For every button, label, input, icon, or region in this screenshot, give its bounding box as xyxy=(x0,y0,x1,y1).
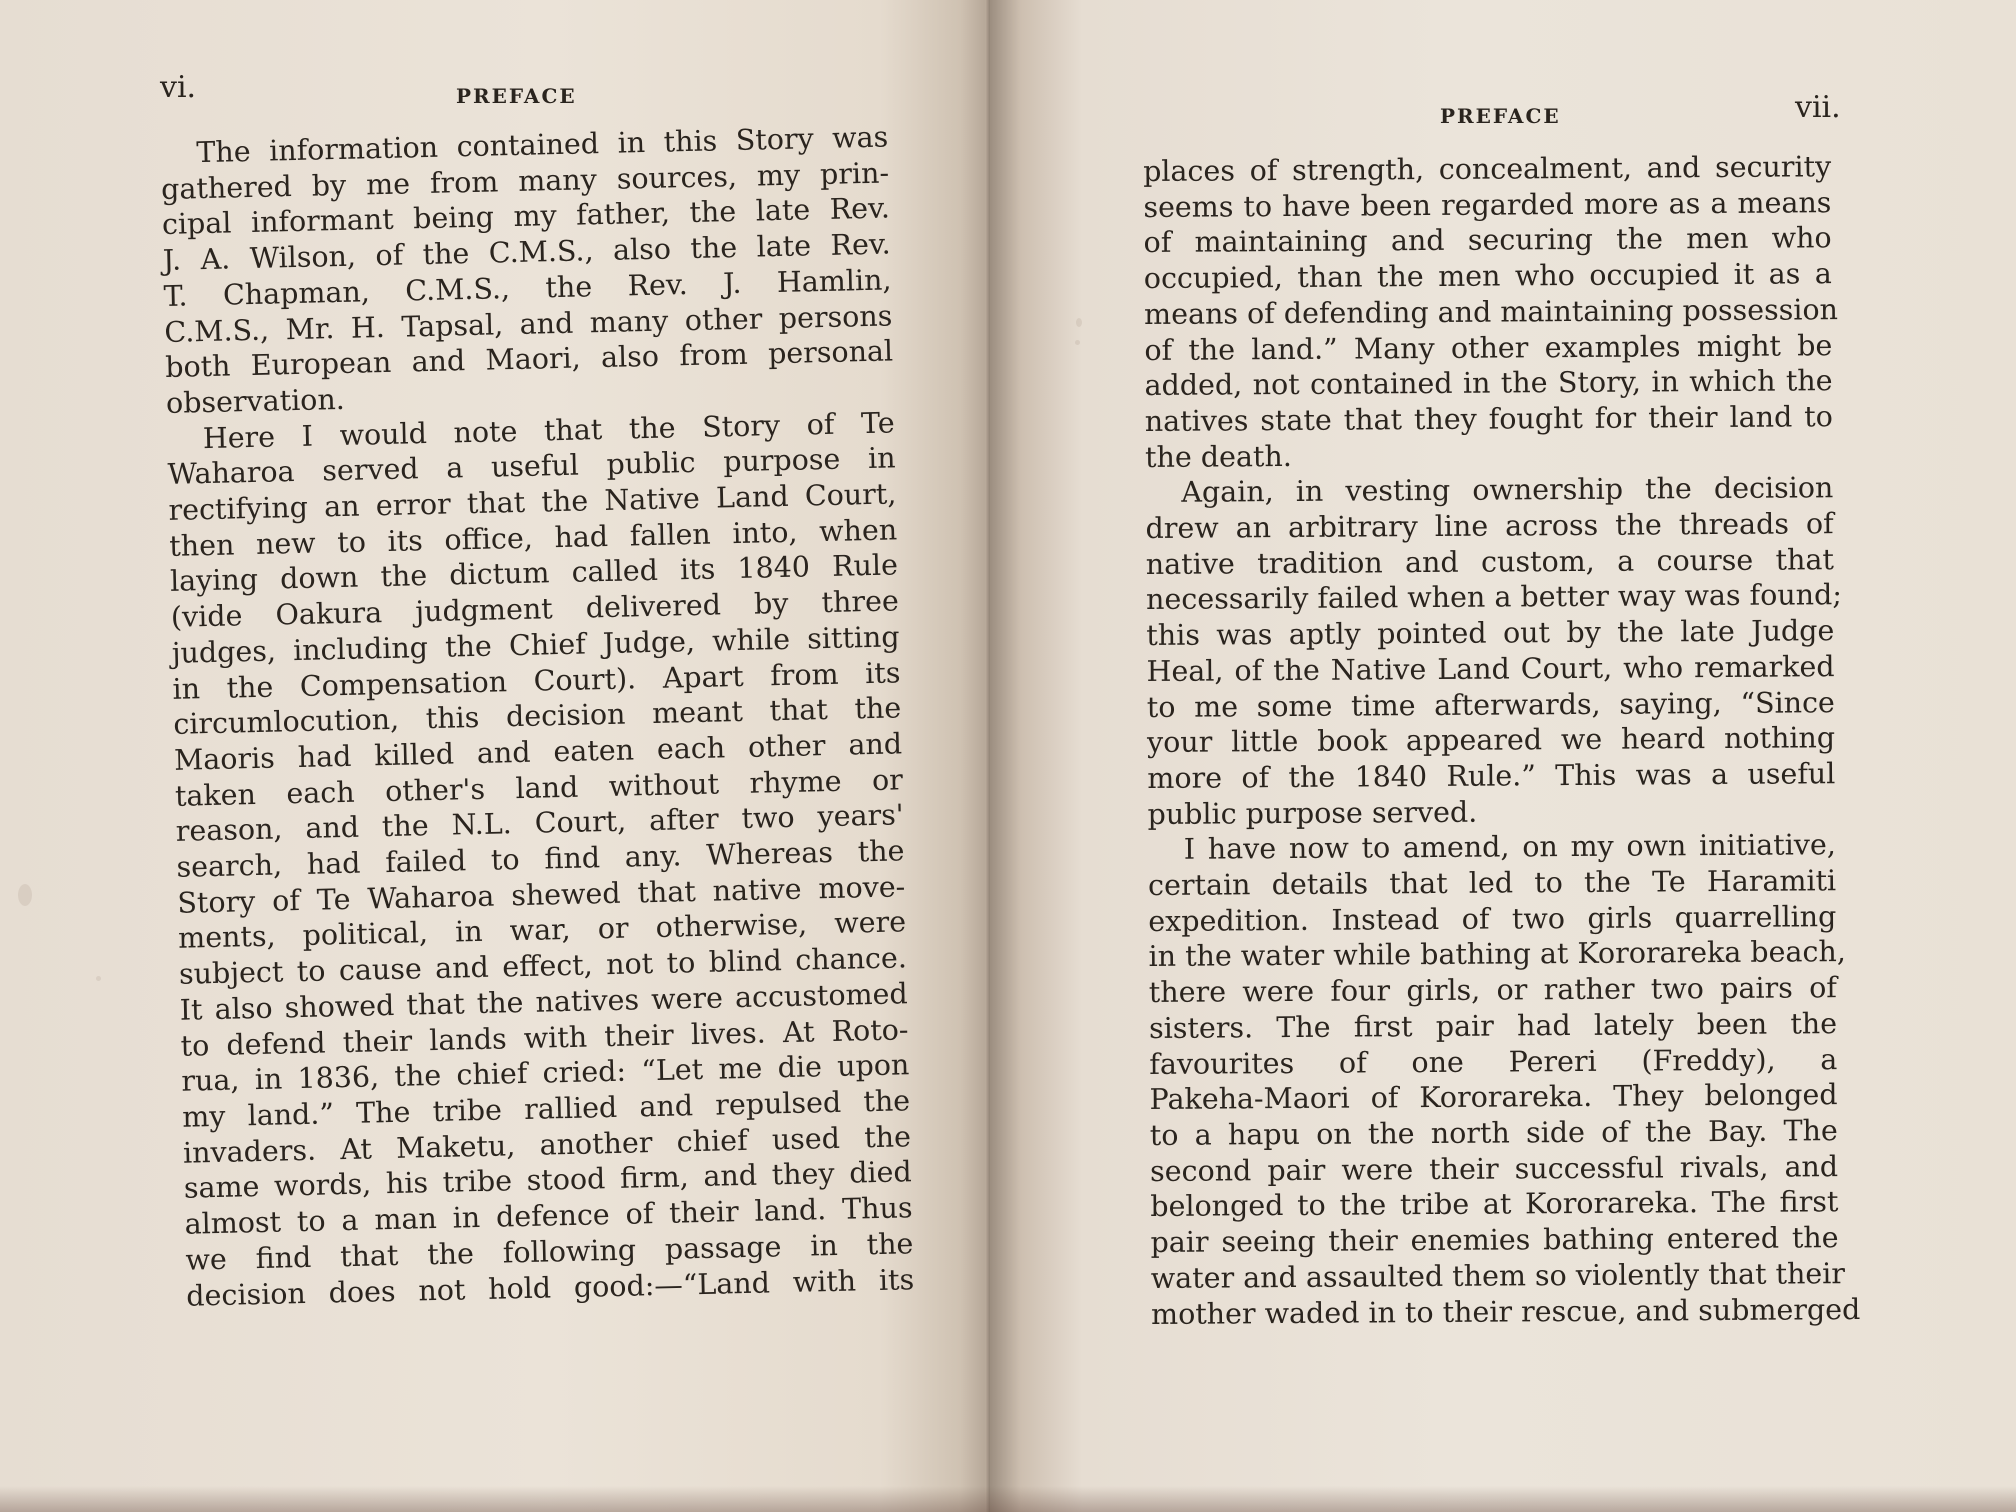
text-line: drew an arbitrary line across the threads of xyxy=(1145,507,1834,546)
text-line: Heal, of the Native Land Court, who remarked xyxy=(1146,650,1835,688)
text-line: J. A. Wilson, of the C.M.S., also the late Rev. xyxy=(162,227,892,278)
left-page xyxy=(0,0,1000,1512)
paper-blemish xyxy=(1075,340,1080,345)
text-line: sisters. The first pair had lately been the xyxy=(1148,1007,1838,1045)
text-line: we find that the following passage in the xyxy=(185,1226,914,1277)
text-line: to a hapu on the north side of the Bay. The xyxy=(1149,1114,1838,1152)
paper-blemish xyxy=(96,976,101,981)
text-line: the death. xyxy=(1145,439,1292,474)
text-line: my land.” The tribe rallied and repulsed the xyxy=(181,1084,911,1134)
text-line: C.M.S., Mr. H. Tapsal, and many other persons xyxy=(164,298,893,349)
text-line: ments, political, in war, or otherwise, were xyxy=(177,905,907,956)
text-line: means of defending and maintaining possession xyxy=(1144,292,1839,331)
text-line: in the Compensation Court). Apart from its xyxy=(172,655,901,706)
text-line: search, had failed to find any. Whereas the xyxy=(176,834,905,884)
text-line: same words, his tribe stood firm, and they died xyxy=(183,1155,913,1206)
right-running-title: PREFACE xyxy=(1440,104,1561,128)
text-line: Here I would note that the Story of Te xyxy=(202,406,896,455)
text-line: It also showed that the natives were accustomed xyxy=(179,977,909,1027)
text-line: (vide Oakura judgment delivered by three xyxy=(170,584,900,635)
text-line: mother waded in to their rescue, and submerged xyxy=(1150,1292,1861,1331)
text-line: Again, in vesting ownership the decision xyxy=(1181,471,1834,510)
text-line: natives state that they fought for their land to xyxy=(1144,400,1833,438)
text-line: invaders. At Maketu, another chief used the xyxy=(182,1119,912,1170)
text-line: rectifying an error that the Native Land Court, xyxy=(168,477,897,527)
text-line: to defend their lands with their lives. At Roto- xyxy=(180,1012,909,1063)
text-line: I have now to amend, on my own initiative, xyxy=(1183,828,1836,867)
left-running-title: PREFACE xyxy=(456,84,577,108)
text-line: almost to a man in defence of their land. Thus xyxy=(184,1191,913,1241)
text-line: reason, and the N.L. Court, after two years' xyxy=(175,798,904,849)
text-line: certain details that led to the Te Haramiti xyxy=(1147,864,1837,903)
left-page-text xyxy=(160,119,915,1313)
text-line: places of strength, concealment, and security xyxy=(1143,150,1832,188)
right-page-number: vii. xyxy=(1795,90,1841,125)
text-line: added, not contained in the Story, in which the xyxy=(1144,364,1833,403)
page-edge-shadow xyxy=(0,1486,2016,1512)
text-line: of maintaining and securing the men who xyxy=(1143,221,1832,260)
text-line: cipal informant being my father, the late Rev. xyxy=(161,191,891,242)
text-line: favourites of one Pereri (Freddy), a xyxy=(1149,1042,1838,1081)
text-line: T. Chapman, C.M.S., the Rev. J. Hamlin, xyxy=(163,263,892,313)
text-line: judges, including the Chief Judge, while sitting xyxy=(171,620,900,670)
text-line: your little book appeared we heard nothing xyxy=(1146,721,1836,760)
paper-blemish xyxy=(1076,318,1082,327)
text-line: in the water while bathing at Kororareka beach, xyxy=(1148,935,1846,974)
text-line: subject to cause and effect, not to blind chance. xyxy=(178,941,908,991)
text-line: public purpose served. xyxy=(1147,795,1478,831)
text-line: of the land.” Many other examples might be xyxy=(1144,328,1833,367)
text-line: occupied, than the men who occupied it as a xyxy=(1143,257,1832,296)
text-line: to me some time afterwards, saying, “Since xyxy=(1146,685,1835,724)
text-line: laying down the dictum called its 1840 Rule xyxy=(169,548,899,599)
text-line: there were four girls, or rather two pairs of xyxy=(1148,971,1837,1010)
text-line: Pakeha-Maori of Kororareka. They belonged xyxy=(1149,1078,1838,1117)
text-line: both European and Maori, also from personal xyxy=(164,334,894,385)
text-line: seems to have been regarded more as a means xyxy=(1143,185,1832,224)
text-line: decision does not hold good:—“Land with its xyxy=(185,1262,915,1313)
paper-blemish xyxy=(18,884,32,906)
text-line: taken each other's land without rhyme or xyxy=(174,762,904,813)
text-line: native tradition and custom, a course that xyxy=(1145,542,1834,581)
text-line: gathered by me from many sources, my prin- xyxy=(160,156,890,206)
text-line: Story of Te Waharoa shewed that native move- xyxy=(177,870,906,920)
text-line: this was aptly pointed out by the late Judge xyxy=(1146,614,1835,653)
text-line: observation. xyxy=(165,382,346,420)
text-line: circumlocution, this decision meant that the xyxy=(172,691,902,742)
text-line: Maoris had killed and eaten each other and xyxy=(173,727,903,777)
text-line: expedition. Instead of two girls quarrelling xyxy=(1148,899,1837,938)
text-line: then new to its office, had fallen into, when xyxy=(168,513,898,563)
right-page-text xyxy=(1143,149,1861,1332)
text-line: Waharoa served a useful public purpose in xyxy=(167,441,896,492)
text-line: belonged to the tribe at Kororareka. The first xyxy=(1150,1185,1839,1224)
text-line: water and assaulted them so violently that their xyxy=(1150,1256,1846,1295)
text-line: rua, in 1836, the chief cried: “Let me die upon xyxy=(181,1048,910,1099)
text-line: pair seeing their enemies bathing entered the xyxy=(1150,1221,1839,1260)
text-line: The information contained in this Story was xyxy=(196,120,889,170)
text-line: second pair were their successful rivals, and xyxy=(1149,1149,1839,1188)
text-line: more of the 1840 Rule.” This was a useful xyxy=(1147,757,1836,795)
text-line: necessarily failed when a better way was found; xyxy=(1145,578,1842,617)
left-page-number: vi. xyxy=(160,70,197,105)
right-page xyxy=(990,0,2016,1512)
